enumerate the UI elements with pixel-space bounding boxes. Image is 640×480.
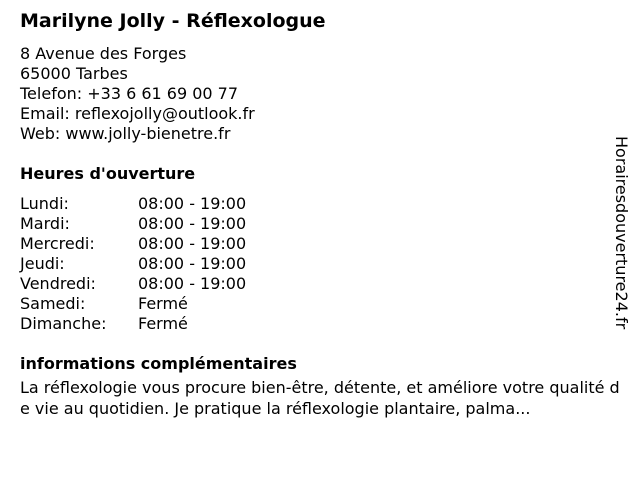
hours-row-sunday xyxy=(20,314,246,334)
address-street: 8 Avenue des Forges xyxy=(20,44,187,63)
business-title: Marilyne Jolly - Réflexologue xyxy=(20,10,326,32)
additional-info-heading: informations complémentaires xyxy=(20,354,297,373)
hours-value: 08:00 - 19:00 xyxy=(138,254,247,273)
contact-block xyxy=(20,44,580,144)
phone-text[interactable]: Telefon: +33 6 61 69 00 77 xyxy=(20,84,239,103)
day-label: Vendredi: xyxy=(20,274,96,293)
description-container xyxy=(20,378,628,419)
website-text[interactable]: Web: www.jolly-bienetre.fr xyxy=(20,124,231,143)
hours-value: 08:00 - 19:00 xyxy=(138,274,247,293)
day-label: Mardi: xyxy=(20,214,70,233)
hours-value: 08:00 - 19:00 xyxy=(138,234,247,253)
day-label: Jeudi: xyxy=(20,254,65,273)
hours-row-wednesday xyxy=(20,234,246,254)
description-text: La réflexologie vous procure bien-être, détente, et améliore votre qualité de vie au quotidien. Je pratique la réflexologie plantaire, palma... xyxy=(20,378,620,418)
opening-hours-heading: Heures d'ouverture xyxy=(20,164,196,183)
hours-row-monday xyxy=(20,194,246,214)
hours-value: 08:00 - 19:00 xyxy=(138,194,247,213)
day-label: Samedi: xyxy=(20,294,86,313)
hours-value: Fermé xyxy=(138,294,188,313)
hours-row-thursday xyxy=(20,254,246,274)
hours-row-tuesday xyxy=(20,214,246,234)
hours-row-friday xyxy=(20,274,246,294)
opening-hours-table xyxy=(20,194,246,334)
day-label: Dimanche: xyxy=(20,314,107,333)
email-text[interactable]: Email: reflexojolly@outlook.fr xyxy=(20,104,255,123)
hours-value: 08:00 - 19:00 xyxy=(138,214,247,233)
site-watermark: Horairesdouverture24.fr xyxy=(612,136,631,330)
hours-value: Fermé xyxy=(138,314,188,333)
day-label: Lundi: xyxy=(20,194,69,213)
day-label: Mercredi: xyxy=(20,234,95,253)
address-city: 65000 Tarbes xyxy=(20,64,128,83)
hours-row-saturday xyxy=(20,294,246,314)
